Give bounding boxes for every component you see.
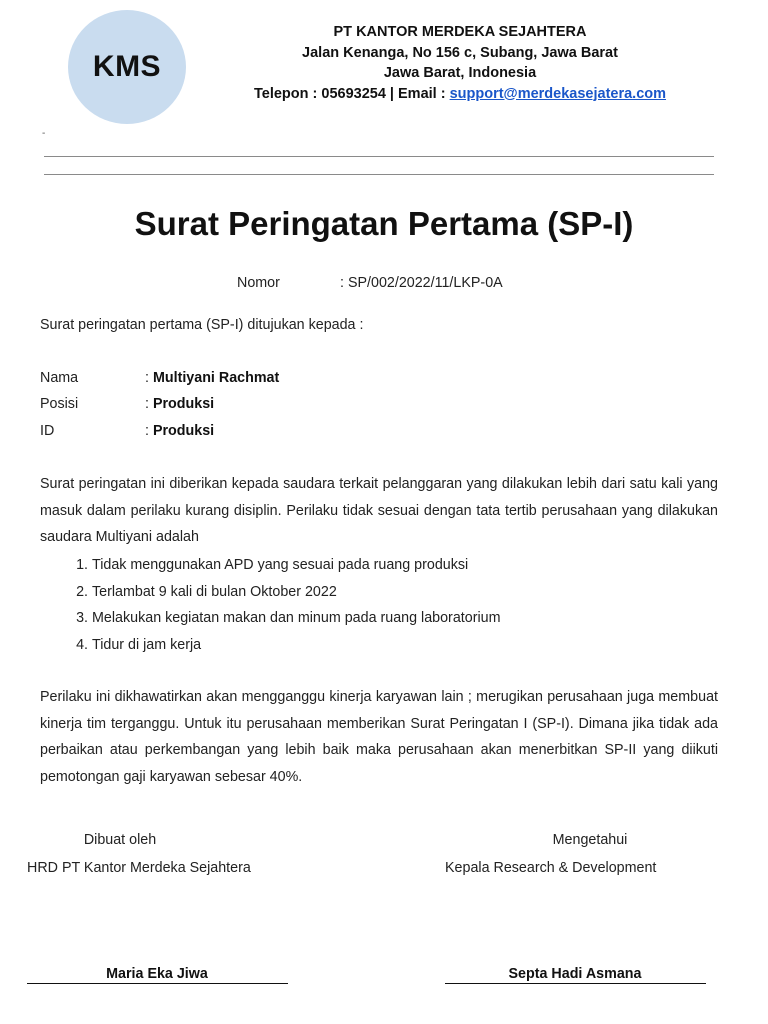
intro-text: Surat peringatan pertama (SP-I) ditujukan kepada : — [40, 317, 364, 333]
body-paragraph-2: Perilaku ini dikhawatirkan akan mengganggu kinerja karyawan lain ; merugikan perusahaan juga membuat kinerja tim terganggu. Untuk itu perusahaan memberikan Surat Peringatan I (SP-I). Dimana jika tidak ada perbaikan atau perkembangan yang lebih baik maka perusahaan akan menerbitkan SP-II yang diikuti pemotongan gaji karyawan sebesar 40%. — [40, 689, 718, 785]
left-signature-line — [27, 983, 288, 984]
contact-line — [200, 84, 720, 105]
header-divider-top — [44, 156, 714, 157]
right-signatory-name: Septa Hadi Asmana — [508, 966, 642, 982]
letterhead — [200, 22, 720, 104]
recipient-id: : Produksi — [145, 423, 215, 439]
right-signature-caption: Mengetahui — [552, 832, 628, 848]
address-line-1: Jalan Kenanga, No 156 c, Subang, Jawa Barat — [302, 44, 618, 61]
number-value: : SP/002/2022/11/LKP-0A — [340, 275, 503, 291]
company-name: PT KANTOR MERDEKA SEJAHTERA — [333, 24, 587, 40]
list-item: 1. Tidak menggunakan APD yang sesuai pada ruang produksi — [92, 552, 501, 579]
recipient-id-label: ID — [40, 423, 55, 439]
email-link[interactable]: support@merdekasejatera.com — [449, 85, 667, 102]
letter-title: Surat Peringatan Pertama (SP-I) — [134, 205, 634, 242]
header-divider-bottom — [44, 174, 714, 175]
violation-list — [40, 552, 501, 658]
header-dash: - — [42, 128, 46, 139]
left-signatory-name: Maria Eka Jiwa — [106, 966, 208, 982]
right-signature-role: Kepala Research & Development — [445, 860, 657, 876]
address-line-2: Jawa Barat, Indonesia — [383, 65, 537, 81]
list-item: 2. Terlambat 9 kali di bulan Oktober 2022 — [92, 579, 501, 606]
right-signature-line — [445, 983, 706, 984]
recipient-name-label: Nama — [40, 370, 79, 386]
recipient-position-label: Posisi — [40, 396, 79, 412]
left-signature-caption: Dibuat oleh — [83, 832, 157, 848]
logo-text: KMS — [92, 50, 162, 83]
list-item: 4. Tidur di jam kerja — [92, 632, 501, 659]
left-signature-role: HRD PT Kantor Merdeka Sejahtera — [27, 860, 251, 876]
recipient-name: : Multiyani Rachmat — [145, 370, 280, 386]
number-label: Nomor — [237, 275, 280, 291]
body-paragraph-1: Surat peringatan ini diberikan kepada saudara terkait pelanggaran yang dilakukan lebih dari satu kali yang masuk dalam perilaku kurang disiplin. Perilaku tidak sesuai dengan tata tertib perusahaan yang dilakukan saudara Multiyani adalah — [40, 476, 718, 545]
recipient-position: : Produksi — [145, 396, 215, 412]
contact-prefix: Telepon : 05693254 | Email : — [253, 85, 450, 102]
list-item: 3. Melakukan kegiatan makan dan minum pada ruang laboratorium — [92, 605, 501, 632]
